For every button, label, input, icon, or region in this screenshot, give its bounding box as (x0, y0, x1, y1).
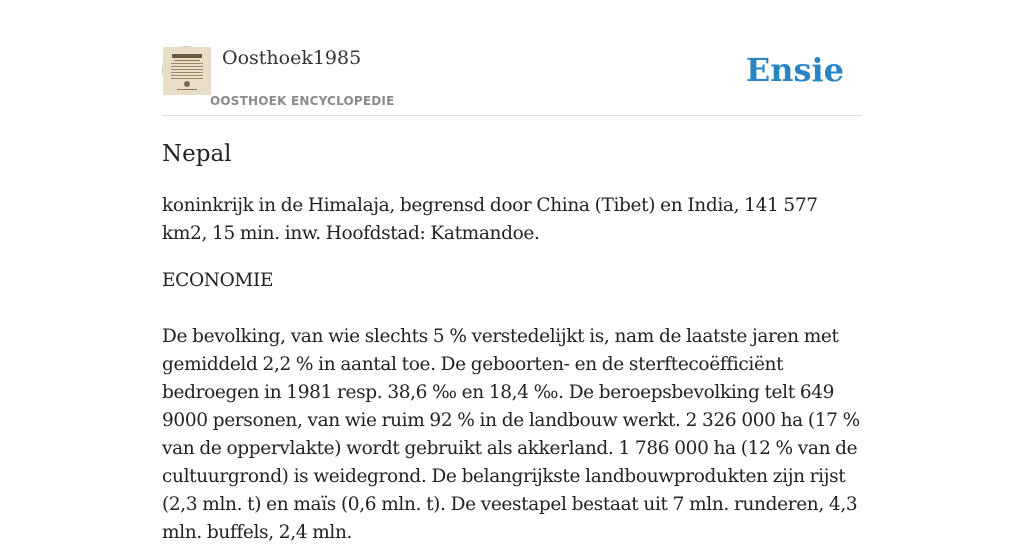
site-logo[interactable]: Ensie (745, 51, 844, 89)
author-avatar[interactable] (162, 46, 210, 94)
header-divider (162, 115, 862, 116)
article-body (162, 136, 862, 547)
author-name[interactable]: Oosthoek1985 (222, 47, 362, 69)
section-heading: ECONOMIE (162, 270, 274, 291)
article-title: Nepal (162, 141, 232, 167)
book-cover-icon (163, 47, 211, 95)
article-paragraph: De bevolking, van wie slechts 5 % verstedelijkt is, nam de laatste jaren met gemiddeld 2,2 % in aantal toe. De geboorten- en de sterftecoëfficiënt bedroegen in 1981 resp. 38,6 ‰ en 18,4 ‰. De beroepsbevolking telt 649 9000 personen, van wie ruim 92 % in de landbouw werkt. 2 326 000 ha (17 % van de oppervlakte) wordt gebruikt als akkerland. 1 786 000 ha (12 % van de cultuurgrond) is weidegrond. De belangrijkste landbouwprodukten zijn rijst (2,3 mln. t) en maïs (0,6 mln. t). De veestapel bestaat uit 7 mln. runderen, 4,3 mln. buffels, 2,4 mln. (162, 326, 860, 543)
source-label[interactable]: OOSTHOEK ENCYCLOPEDIE (210, 94, 395, 108)
article-intro: koninkrijk in de Himalaja, begrensd door China (Tibet) en India, 141 577 km2, 15 min. inw. Hoofdstad: Katmandoe. (162, 195, 818, 244)
article-header (162, 44, 862, 116)
